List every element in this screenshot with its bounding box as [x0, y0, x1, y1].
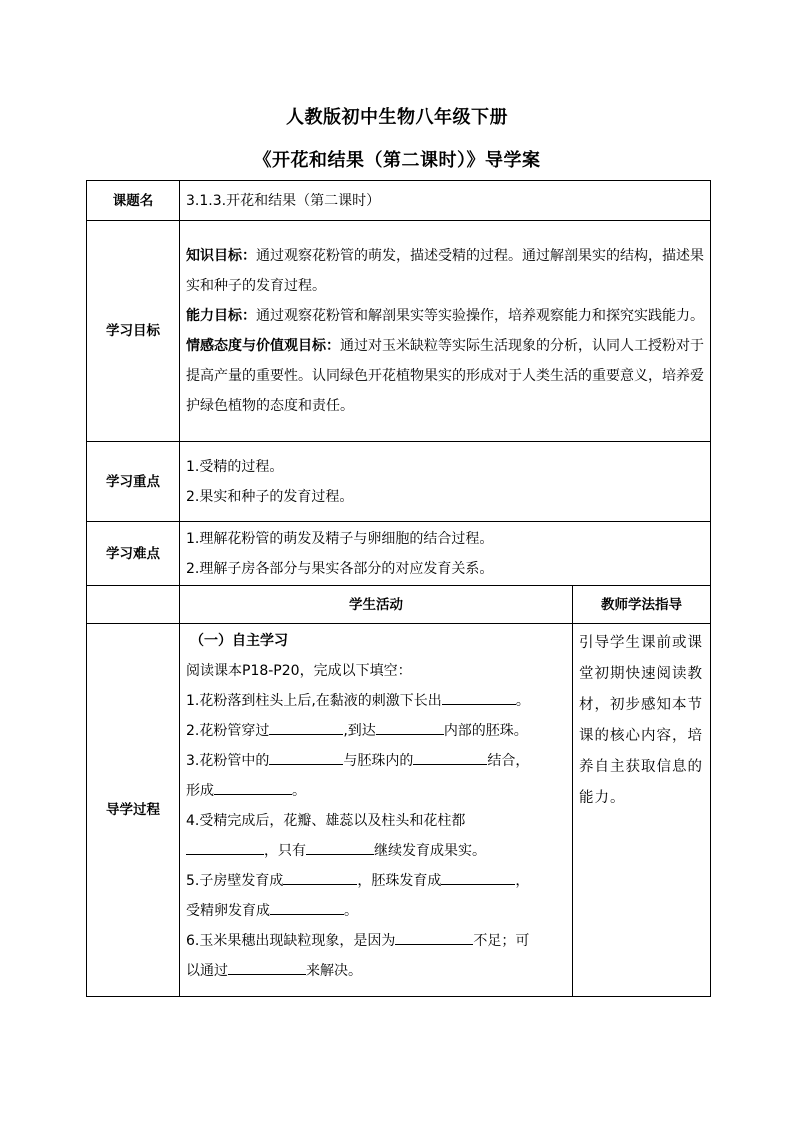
emotion-objective-label: 情感态度与价值观目标： [186, 338, 340, 354]
ability-objective [186, 301, 704, 331]
knowledge-objective-text: 通过观察花粉管的萌发，描述受精的过程。通过解剖果实的结构，描述果实和种子的发育过程。 [186, 248, 704, 294]
answer-blank[interactable] [214, 776, 292, 795]
q1-text: 1.花粉落到柱头上后,在黏液的刺激下长出 [186, 693, 442, 709]
answer-blank[interactable] [395, 926, 473, 945]
question-5 [186, 866, 566, 896]
q6-via: 以通过 [186, 963, 228, 979]
topic-value: 3.1.3.开花和结果（第二课时） [180, 181, 711, 221]
key-points-row [87, 442, 711, 522]
question-4-cont [186, 836, 566, 866]
emotion-objective [186, 331, 704, 421]
question-2 [186, 716, 566, 746]
key-points-label: 学习重点 [87, 442, 180, 522]
emotion-objective-text: 通过对玉米缺粒等实际生活现象的分析，认同人工授粉对于提高产量的重要性。认同绿色开花植物果实的形成对于人类生活的重要意义，培养爱护绿色植物的态度和责任。 [186, 338, 704, 414]
section-title: （一）自主学习 [190, 633, 288, 649]
answer-blank[interactable] [269, 746, 343, 765]
process-label: 导学过程 [87, 624, 180, 997]
answer-blank[interactable] [186, 836, 264, 855]
difficulties-label: 学习难点 [87, 522, 180, 586]
q3-text: 3.花粉管中的 [186, 753, 270, 769]
header-row [87, 586, 711, 624]
q5-comma: ， [515, 873, 530, 889]
question-6-cont [186, 956, 566, 986]
question-5-cont [186, 896, 566, 926]
teacher-guide-header: 教师学法指导 [573, 586, 711, 624]
ability-objective-text: 通过观察花粉管和解剖果实等实验操作，培养观察能力和探究实践能力。 [256, 308, 704, 324]
reading-instruction: 阅读课本P18-P20，完成以下填空： [186, 663, 412, 679]
student-activity-header: 学生活动 [180, 586, 573, 624]
question-4: 4.受精完成后，花瓣、雄蕊以及柱头和花柱都 [186, 813, 466, 829]
q5-text: 5.子房壁发育成 [186, 873, 284, 889]
topic-row [87, 181, 711, 221]
q2-mid: ,到达 [343, 723, 376, 739]
topic-label: 课题名 [87, 181, 180, 221]
q3-tail: 结合， [487, 753, 530, 769]
question-1 [186, 686, 566, 716]
q6-text: 6.玉米果穗出现缺粒现象，是因为 [186, 933, 396, 949]
q2-text: 2.花粉管穿过 [186, 723, 270, 739]
answer-blank[interactable] [228, 956, 306, 975]
q3-form: 形成 [186, 783, 214, 799]
difficulties-content [180, 522, 711, 586]
key-points-content [180, 442, 711, 522]
q2-end: 内部的胚珠。 [443, 723, 528, 739]
objectives-label: 学习目标 [87, 221, 180, 442]
q3-mid: 与胚珠内的 [343, 753, 414, 769]
answer-blank[interactable] [270, 896, 344, 915]
objectives-row [87, 221, 711, 442]
q5-mid: ，胚珠发育成 [357, 873, 442, 889]
q3-end: 。 [292, 783, 306, 799]
q5-zygote: 受精卵发育成 [186, 903, 270, 919]
question-6 [186, 926, 566, 956]
answer-blank[interactable] [442, 686, 516, 705]
q5-end: 。 [344, 903, 358, 919]
question-3 [186, 746, 566, 776]
q6-end: 来解决。 [306, 963, 362, 979]
difficulties-row [87, 522, 711, 586]
question-3-cont [186, 776, 566, 806]
knowledge-objective [186, 241, 704, 301]
difficulty-item: 1.理解花粉管的萌发及精子与卵细胞的结合过程。 [186, 530, 494, 547]
answer-blank[interactable] [441, 866, 515, 885]
key-point-item: 1.受精的过程。 [186, 458, 284, 475]
answer-blank[interactable] [413, 746, 487, 765]
doc-subtitle: 《开花和结果（第二课时）》导学案 [253, 150, 541, 171]
key-point-item: 2.果实和种子的发育过程。 [186, 488, 354, 505]
doc-title: 人教版初中生物八年级下册 [286, 107, 508, 128]
q4-mid: ，只有 [264, 843, 306, 859]
answer-blank[interactable] [269, 716, 343, 735]
guide-table [86, 180, 711, 997]
knowledge-objective-label: 知识目标： [186, 248, 256, 264]
difficulty-item: 2.理解子房各部分与果实各部分的对应发育关系。 [186, 560, 494, 577]
process-row [87, 624, 711, 997]
header-empty-cell [87, 586, 180, 624]
answer-blank[interactable] [376, 716, 444, 735]
q4-end: 继续发育成果实。 [374, 843, 486, 859]
q1-end: 。 [515, 693, 530, 709]
answer-blank[interactable] [283, 866, 357, 885]
student-activity-content [180, 624, 573, 997]
answer-blank[interactable] [306, 836, 374, 855]
ability-objective-label: 能力目标： [186, 308, 256, 324]
q6-mid: 不足；可 [473, 933, 530, 949]
objectives-content [180, 221, 711, 442]
teacher-guide-content: 引导学生课前或课堂初期快速阅读教材，初步感知本节课的核心内容，培养自主获取信息的能力。 [573, 624, 711, 997]
